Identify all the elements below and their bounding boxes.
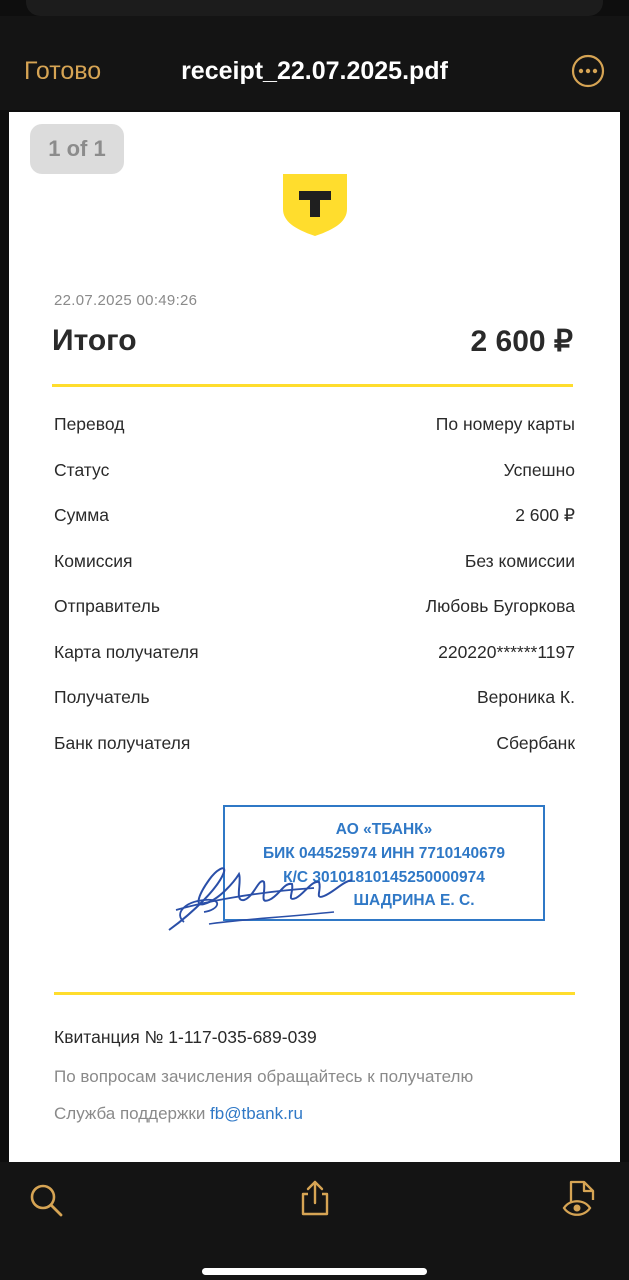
pdf-page[interactable] [9,112,620,1162]
stamp-line: ШАДРИНА Е. С. [353,892,475,909]
divider-bottom [54,992,575,995]
document-eye-icon[interactable] [560,1178,600,1218]
detail-row [54,731,575,777]
detail-row [54,640,575,686]
support-line [54,1104,303,1124]
detail-label: Получатель [54,687,150,707]
total-amount: 2 600 ₽ [470,325,573,358]
stamp-line: АО «ТБАНК» [335,821,433,838]
detail-value: 220220******1197 [438,641,575,662]
stamp-line: К/С 30101810145250000974 [283,869,485,886]
detail-label: Банк получателя [54,732,191,753]
detail-value: Успешно [503,459,575,480]
detail-value: Вероника К. [476,687,575,707]
detail-label: Отправитель [54,596,160,616]
detail-value: По номеру карты [435,414,575,434]
signature-icon [164,852,354,937]
detail-row [54,594,575,640]
page-indicator: 1 of 1 [30,124,124,174]
bottom-toolbar [0,1162,629,1280]
detail-value: Без комиссии [464,550,575,571]
detail-value: 2 600 ₽ [515,505,575,525]
details-list [54,412,575,776]
detail-row [54,458,575,504]
file-title: receipt_22.07.2025.pdf [181,57,448,85]
support-email-link[interactable]: fb@tbank.ru [210,1104,303,1123]
detail-row [54,412,575,458]
recipient-note: По вопросам зачисления обращайтесь к получателю [54,1067,474,1086]
background-sheet [26,0,603,16]
detail-label: Статус [54,459,110,480]
home-indicator[interactable] [202,1268,427,1275]
done-button[interactable]: Готово [24,57,102,85]
transaction-datetime: 22.07.2025 00:49:26 [54,292,198,309]
detail-row [54,685,575,731]
detail-label: Карта получателя [54,641,199,662]
receipt-number: Квитанция № 1-117-035-689-039 [54,1027,317,1047]
detail-label: Комиссия [54,550,133,571]
detail-label: Сумма [54,505,109,525]
header-bar [0,16,629,110]
detail-row [54,503,575,549]
more-options-icon[interactable] [571,54,605,88]
stamp-line: БИК 044525974 ИНН 7710140679 [263,845,505,862]
total-label: Итого [52,324,137,357]
detail-value: Любовь Бугоркова [425,596,575,616]
detail-row [54,549,575,595]
support-label: Служба поддержки [54,1104,211,1123]
tbank-logo-icon [282,173,348,237]
share-icon[interactable] [295,1178,335,1218]
divider-top [52,384,573,387]
detail-label: Перевод [54,414,125,434]
detail-value: Сбербанк [496,732,575,753]
search-icon[interactable] [26,1180,66,1220]
